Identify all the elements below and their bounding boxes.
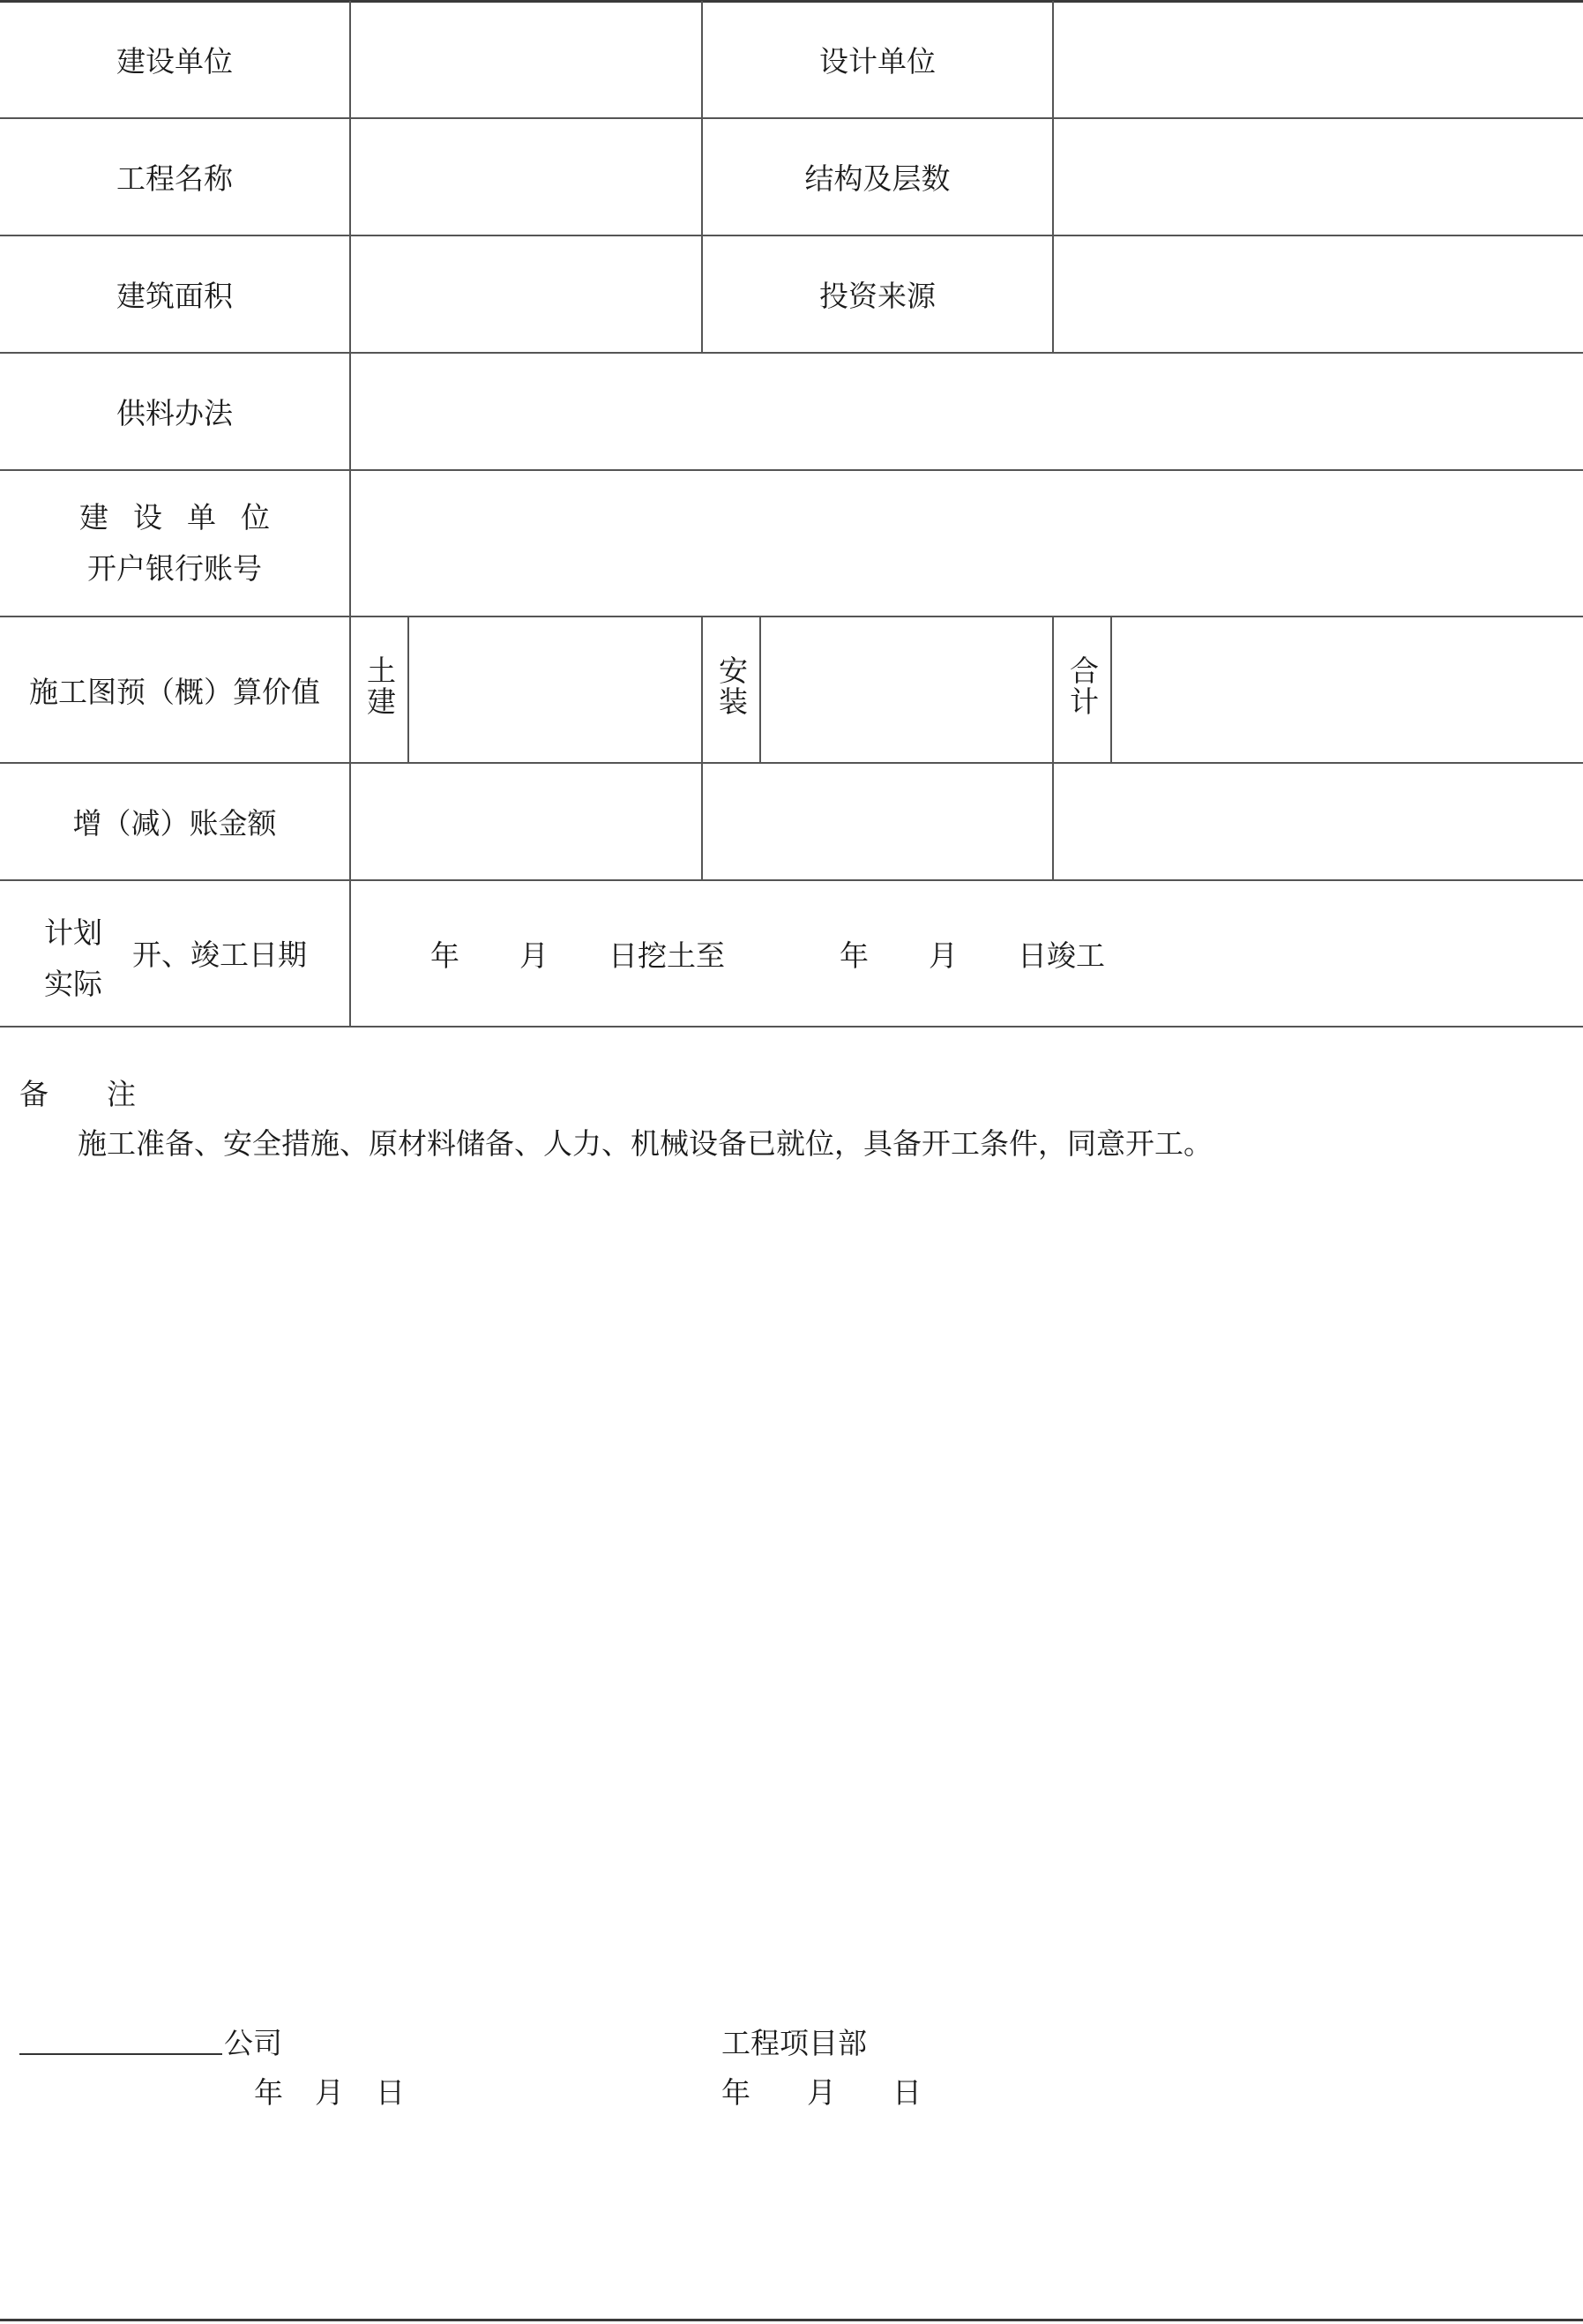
field-bank-account[interactable] [350,470,1583,616]
date1-year: 年 [430,938,459,973]
label-construction-unit: 建设单位 [0,1,350,118]
date1-month: 月 [519,938,549,973]
label-investment-source: 投资来源 [702,235,1053,353]
label-project-name: 工程名称 [0,118,350,235]
row-project-name [0,118,1583,235]
field-civil-value[interactable] [408,616,702,763]
field-change-amount-3[interactable] [1053,763,1583,880]
field-change-amount-2[interactable] [702,763,1053,880]
field-structure-floors[interactable] [1053,118,1583,235]
date2-month: 月 [929,938,958,973]
label-start-finish-date [0,880,350,1027]
label-plan-actual [44,908,102,1010]
field-start-finish-date[interactable] [350,880,1583,1027]
remarks-label: 备 注 [19,1077,138,1111]
row-change-amount [0,763,1583,880]
bottom-border [0,2319,1583,2321]
company-label: 公司 [224,2026,282,2060]
field-installation-value[interactable] [760,616,1053,763]
project-dept-sign-date: 年 月 日 [721,2075,922,2110]
company-name-line[interactable] [19,2053,222,2055]
label-bank-account-line1: 建设单位 [79,500,295,534]
label-budget-value: 施工图预（概）算价值 [0,616,350,763]
field-change-amount-1[interactable] [350,763,702,880]
company-sign-date: 年 月 日 [254,2075,405,2110]
date1-day: 日挖土至 [609,938,725,973]
field-supply-method[interactable] [350,353,1583,470]
label-design-unit: 设计单位 [702,1,1053,118]
label-supply-method: 供料办法 [0,353,350,470]
row-start-finish-date [0,880,1583,1027]
field-construction-unit[interactable] [350,1,702,118]
row-budget-value [0,616,1583,763]
field-building-area[interactable] [350,235,702,353]
label-structure-floors: 结构及层数 [702,118,1053,235]
row-supply-method [0,353,1583,470]
row-construction-unit [0,1,1583,118]
label-bank-account-line2: 开户银行账号 [87,551,262,586]
label-plan: 计划 [44,915,102,950]
sublabel-total: 合计 [1053,616,1111,763]
sublabel-civil: 土建 [350,616,408,763]
label-bank-account [0,470,350,616]
field-project-name[interactable] [350,118,702,235]
field-investment-source[interactable] [1053,235,1583,353]
sublabel-installation: 安装 [702,616,760,763]
field-total-value[interactable] [1111,616,1583,763]
construction-start-form-table [0,1,1583,1027]
label-actual: 实际 [44,967,102,1001]
field-design-unit[interactable] [1053,1,1583,118]
project-dept-label: 工程项目部 [721,2026,867,2060]
row-bank-account [0,470,1583,616]
date2-year: 年 [840,938,869,973]
date2-day: 日竣工 [1018,938,1105,973]
label-start-finish: 开、竣工日期 [132,938,307,972]
remarks-text: 施工准备、安全措施、原材料储备、人力、机械设备已就位，具备开工条件，同意开工。 [78,1126,1213,1161]
label-change-amount: 增（减）账金额 [0,763,350,880]
row-building-area [0,235,1583,353]
label-building-area: 建筑面积 [0,235,350,353]
